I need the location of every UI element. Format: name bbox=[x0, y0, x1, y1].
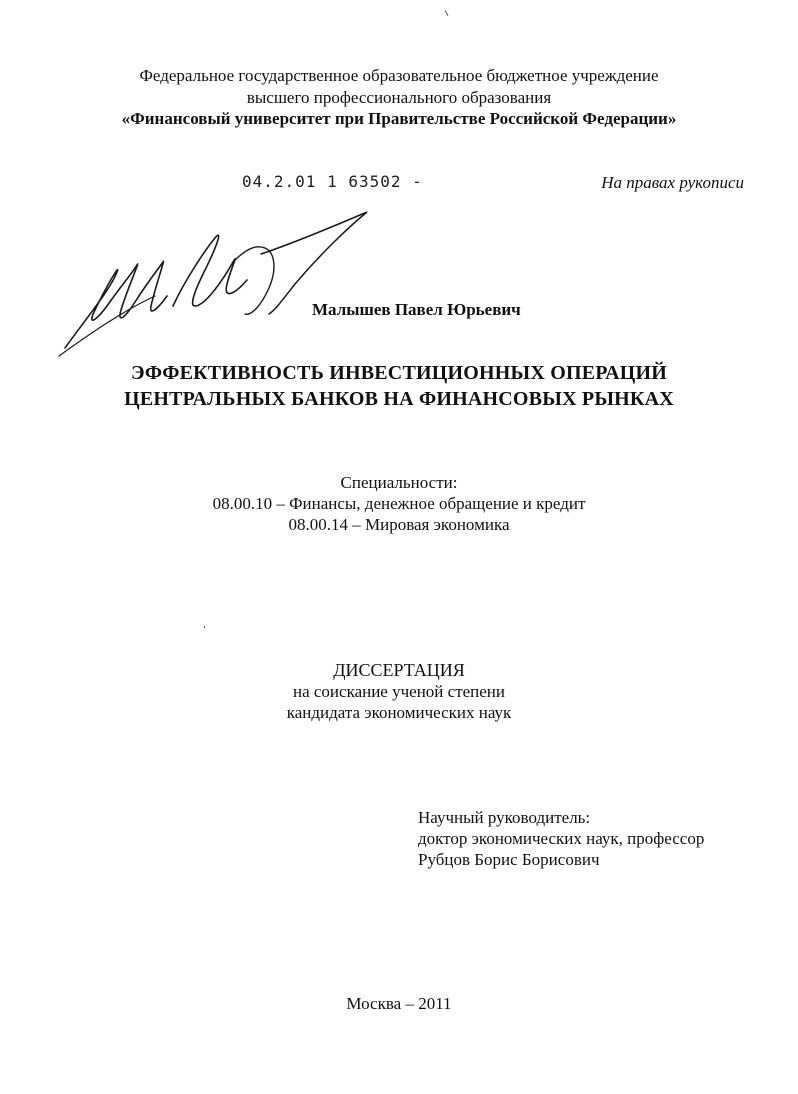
place-year: Москва – 2011 bbox=[346, 994, 452, 1013]
scan-speck bbox=[445, 10, 449, 16]
institution-line-2: высшего профессионального образования bbox=[246, 88, 552, 107]
institution-name: «Финансовый университет при Правительстве Российской Федерации» bbox=[121, 109, 677, 128]
manuscript-note: На правах рукописи bbox=[601, 173, 744, 192]
thesis-title-line-2: ЦЕНТРАЛЬНЫХ БАНКОВ НА ФИНАНСОВЫХ РЫНКАХ bbox=[124, 388, 674, 410]
supervisor-degree: доктор экономических наук, профессор bbox=[418, 829, 705, 848]
specialties-heading: Специальности: bbox=[340, 473, 458, 492]
document-type: ДИССЕРТАЦИЯ bbox=[333, 660, 465, 680]
specialty-item: 08.00.10 – Финансы, денежное обращение и кредит bbox=[212, 494, 586, 513]
supervisor-name: Рубцов Борис Борисович bbox=[418, 850, 600, 869]
degree-name: кандидата экономических наук bbox=[286, 703, 512, 722]
author-signature bbox=[55, 210, 375, 360]
registration-stamp: 04.2.01 1 63502 - bbox=[242, 172, 423, 191]
degree-purpose: на соискание ученой степени bbox=[292, 682, 506, 701]
institution-line-1: Федеральное государственное образовательное бюджетное учреждение bbox=[139, 66, 659, 85]
scan-speck bbox=[204, 626, 205, 628]
supervisor-heading: Научный руководитель: bbox=[418, 808, 591, 827]
specialty-item: 08.00.14 – Мировая экономика bbox=[288, 515, 510, 534]
author-name: Малышев Павел Юрьевич bbox=[312, 300, 521, 319]
thesis-title-line-1: ЭФФЕКТИВНОСТЬ ИНВЕСТИЦИОННЫХ ОПЕРАЦИЙ bbox=[130, 362, 668, 384]
